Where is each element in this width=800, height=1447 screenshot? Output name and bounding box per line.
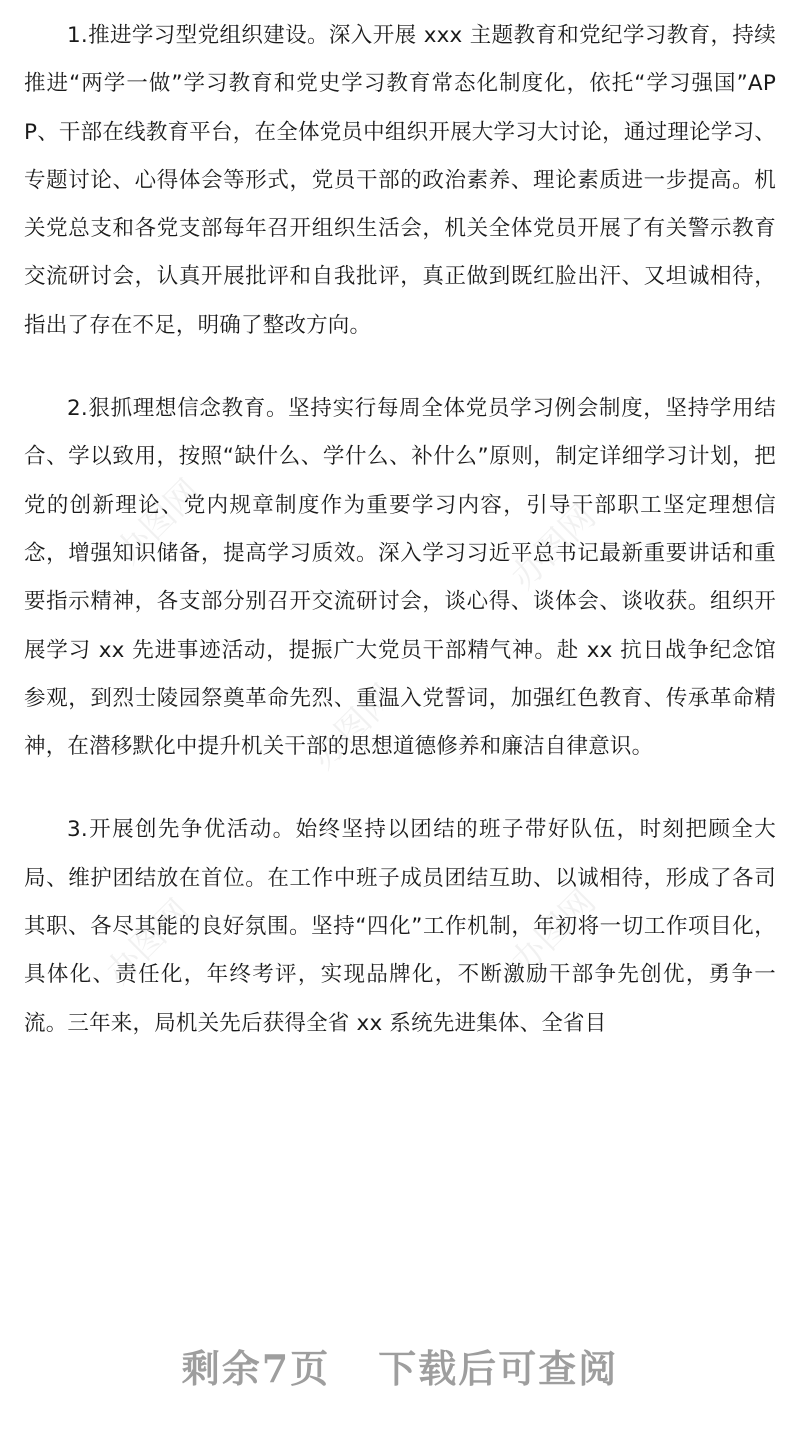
remaining-pages-label: 剩余7页: [181, 1346, 331, 1391]
watermark: 办图网: [303, 676, 404, 778]
watermark: 办图网: [108, 471, 209, 573]
paragraph-1: 1.推进学习型党组织建设。深入开展 xxx 主题教育和党纪学习教育，持续推进“两学一做”学习教育和党史学习教育常态化制度化，依托“学习强国”APP、干部在线教育平台，在全体党员中组织开展大学习大讨论，通过理论学习、专题讨论、心得体会等形式，党员干部的政治素养、理论素质进一步提高。机关党总支和各党支部每年召开组织生活会，机关全体党员开展了有关警示教育交流研讨会，认真开展批评和自我批评，真正做到既红脸出汗、又坦诚相待，指出了存在不足，明确了整改方向。: [24, 23, 776, 338]
document-body: [24, 12, 776, 1083]
paragraph-3: 3.开展创先争优活动。始终坚持以团结的班子带好队伍，时刻把顾全大局、维护团结放在首位。在工作中班子成员团结互助、以诚相待，形成了各司其职、各尽其能的良好氛围。坚持“四化”工作机制，年初将一切工作项目化，具体化、责任化，年终考评，实现品牌化，不断激励干部争先创优，勇争一流。三年来，局机关先后获得全省 xx 系统先进集体、全省目: [24, 817, 776, 1036]
download-prompt[interactable]: [0, 1338, 800, 1393]
download-to-view-label: 下载后可查阅: [378, 1346, 619, 1391]
watermark: 办图网: [503, 496, 604, 598]
watermark: 办图网: [503, 881, 604, 983]
watermark: 办图网: [98, 891, 199, 993]
paragraph-2: 2.狠抓理想信念教育。坚持实行每周全体党员学习例会制度，坚持学用结合、学以致用，按照“缺什么、学什么、补什么”原则，制定详细学习计划，把党的创新理论、党内规章制度作为重要学习内容，引导干部职工坚定理想信念，增强知识储备，提高学习质效。深入学习习近平总书记最新重要讲话和重要指示精神，各支部分别召开交流研讨会，谈心得、谈体会、谈收获。组织开展学习 xx 先进事迹活动，提振广大党员干部精气神。赴 xx 抗日战争纪念馆参观，到烈士陵园祭奠革命先烈、重温入党誓词，加强红色教育、传承革命精神，在潜移默化中提升机关干部的思想道德修养和廉洁自律意识。: [24, 396, 776, 760]
